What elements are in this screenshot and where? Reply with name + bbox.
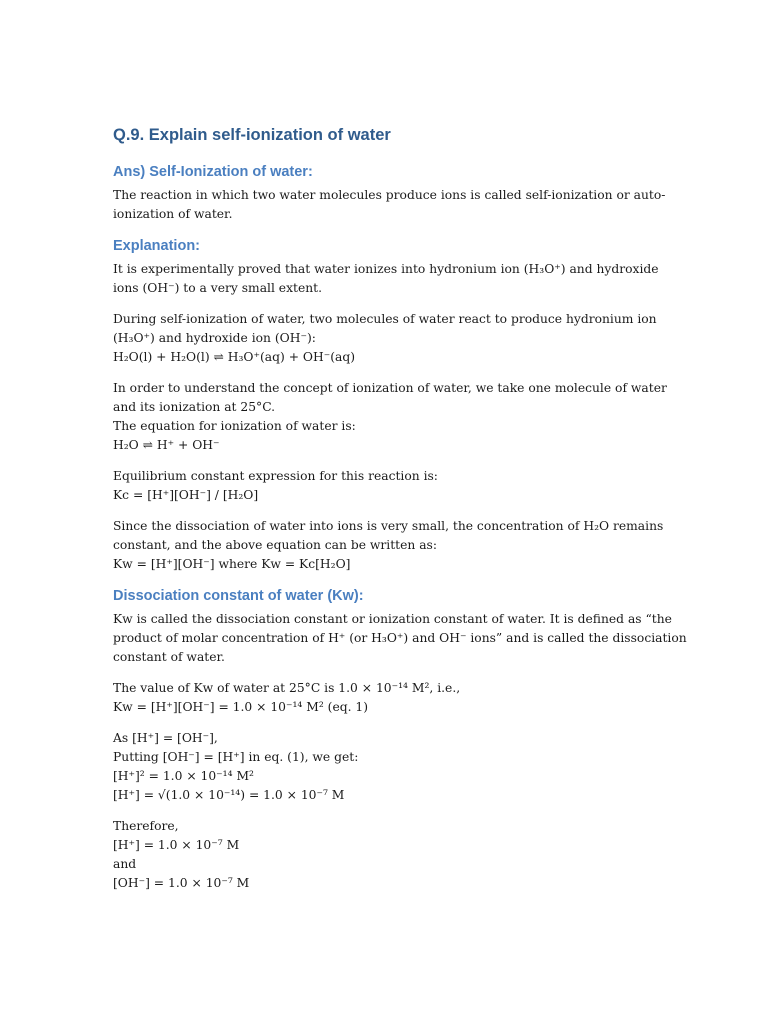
text-line: In order to understand the concept of ionization of water, we take one molecule of water — [113, 381, 667, 395]
text-line: product of molar concentration of H⁺ (or H₃O⁺) and OH⁻ ions” and is called the dissociation — [113, 631, 687, 645]
kw-paragraph-4 — [113, 817, 658, 893]
text-line: The equation for ionization of water is: — [113, 419, 356, 433]
text-line: and its ionization at 25°C. — [113, 400, 276, 414]
kw-expression: Kw = [H⁺][OH⁻] where Kw = Kc[H₂O] — [113, 557, 351, 571]
explanation-paragraph-5 — [113, 517, 664, 574]
text-line: During self-ionization of water, two molecules of water react to produce hydronium ion — [113, 312, 657, 326]
text-line: Equilibrium constant expression for this reaction is: — [113, 469, 438, 483]
text-line: and — [113, 857, 137, 871]
text-line: Kw is called the dissociation constant or ionization constant of water. It is defined as “the — [113, 612, 672, 626]
kw-paragraph-2 — [113, 679, 658, 717]
reaction-equation: H₂O(l) + H₂O(l) ⇌ H₃O⁺(aq) + OH⁻(aq) — [113, 350, 356, 364]
question-title: Q.9. Explain self-ionization of water — [113, 126, 391, 144]
text-line: [H⁺] = √(1.0 × 10⁻¹⁴) = 1.0 × 10⁻⁷ M — [113, 788, 345, 802]
explanation-paragraph-3 — [113, 379, 667, 455]
explanation-paragraph-1 — [113, 260, 658, 298]
ionization-equation: H₂O ⇌ H⁺ + OH⁻ — [113, 438, 220, 452]
text-line: [H⁺]² = 1.0 × 10⁻¹⁴ M² — [113, 769, 254, 783]
kw-paragraph-1 — [113, 610, 687, 667]
kw-heading: Dissociation constant of water (Kw): — [113, 588, 364, 604]
definition-paragraph — [113, 186, 666, 224]
definition-line-1: The reaction in which two water molecules produce ions is called self-ionization or auto- — [113, 188, 666, 202]
definition-line-2: ionization of water. — [113, 207, 233, 221]
kc-expression: Kc = [H⁺][OH⁻] / [H₂O] — [113, 488, 259, 502]
text-line: Since the dissociation of water into ions is very small, the concentration of H₂O remains — [113, 519, 664, 533]
answer-heading: Ans) Self-Ionization of water: — [113, 164, 313, 180]
kw-paragraph-3 — [113, 729, 658, 805]
text-line: As [H⁺] = [OH⁻], — [113, 731, 218, 745]
text-line: ions (OH⁻) to a very small extent. — [113, 281, 323, 295]
text-line: constant of water. — [113, 650, 225, 664]
document-page — [113, 124, 687, 905]
explanation-paragraph-2 — [113, 310, 658, 367]
text-line: Putting [OH⁻] = [H⁺] in eq. (1), we get: — [113, 750, 359, 764]
text-line: It is experimentally proved that water ionizes into hydronium ion (H₃O⁺) and hydroxide — [113, 262, 659, 276]
text-line: (H₃O⁺) and hydroxide ion (OH⁻): — [113, 331, 316, 345]
text-line: constant, and the above equation can be written as: — [113, 538, 438, 552]
kw-equation-1: Kw = [H⁺][OH⁻] = 1.0 × 10⁻¹⁴ M² (eq. 1) — [113, 700, 369, 714]
text-line: [OH⁻] = 1.0 × 10⁻⁷ M — [113, 876, 250, 890]
text-line: Therefore, — [113, 819, 179, 833]
text-line: The value of Kw of water at 25°C is 1.0 × 10⁻¹⁴ M², i.e., — [113, 681, 461, 695]
text-line: [H⁺] = 1.0 × 10⁻⁷ M — [113, 838, 240, 852]
explanation-heading: Explanation: — [113, 238, 201, 254]
explanation-paragraph-4 — [113, 467, 658, 505]
